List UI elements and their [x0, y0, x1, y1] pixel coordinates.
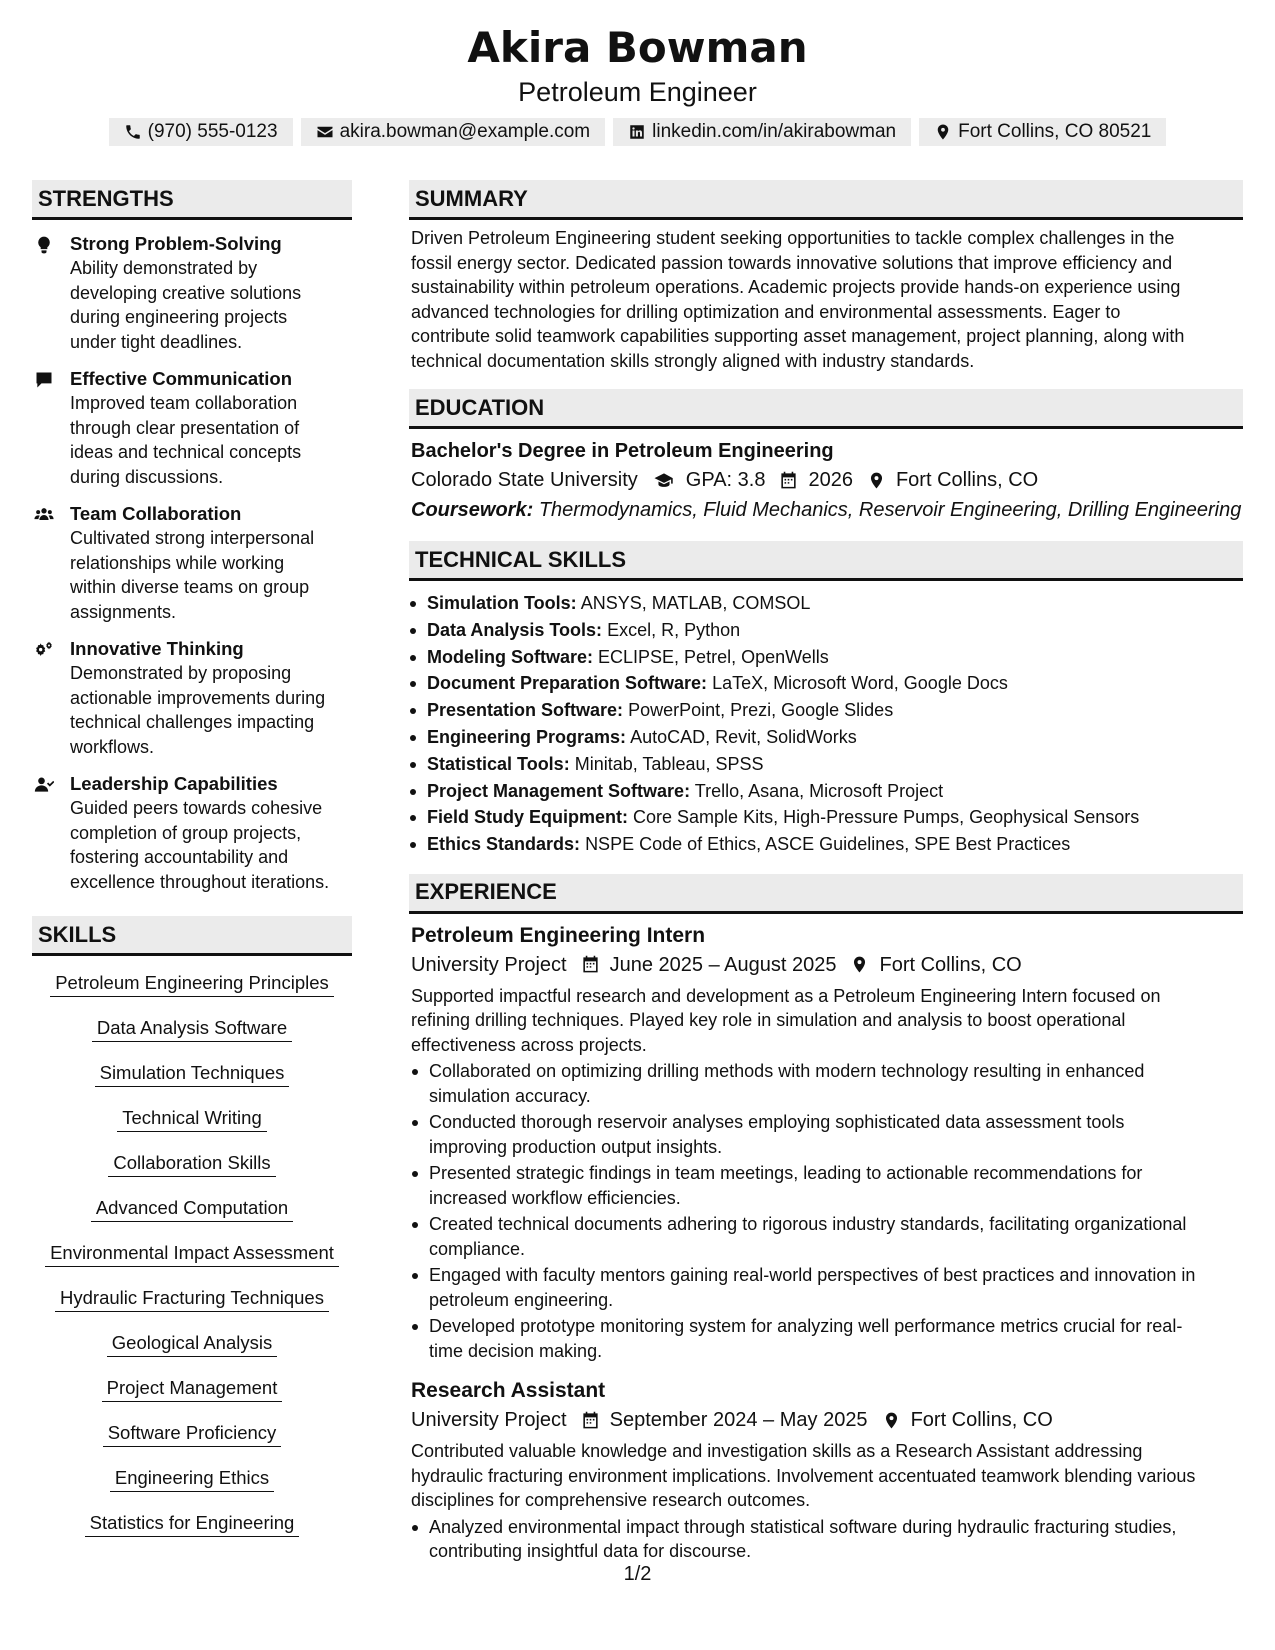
contact-phone[interactable]	[109, 118, 293, 146]
strength-item	[32, 637, 352, 759]
skills-list	[32, 970, 352, 1540]
page-number: 1/2	[623, 1563, 652, 1585]
job-dates: June 2025 – August 2025	[609, 953, 837, 976]
job-description: Contributed valuable knowledge and investigation skills as a Research Assistant addressing hydraulic fracturing environment implications. Involvement accentuated teamwork blending various disciplines for comprehensive research outcomes.	[411, 1441, 1196, 1511]
strength-title: Leadership Capabilities	[70, 773, 278, 794]
job-org: University Project	[411, 1409, 567, 1432]
user-check-icon	[34, 775, 54, 795]
coursework: Coursework: Thermodynamics, Fluid Mechanics, Reservoir Engineering, Drilling Engineering	[411, 499, 1242, 521]
contact-linkedin[interactable]	[613, 118, 911, 146]
technical-skills-heading: TECHNICAL SKILLS	[409, 541, 1243, 581]
location-text: Fort Collins, CO 80521	[958, 121, 1152, 142]
skill-item: Advanced Computation	[32, 1195, 352, 1225]
map-marker-icon	[934, 123, 952, 141]
job-location: Fort Collins, CO	[879, 953, 1022, 976]
strength-desc: Cultivated strong interpersonal relationships while working within diverse teams on group assignments.	[70, 528, 315, 622]
calendar-icon	[779, 471, 798, 490]
graduation-cap-icon	[652, 471, 676, 490]
left-column	[32, 180, 352, 1555]
strength-title: Strong Problem-Solving	[70, 233, 282, 254]
phone-icon	[124, 123, 142, 141]
education-location: Fort Collins, CO	[895, 469, 1039, 491]
strength-desc: Improved team collaboration through clear presentation of ideas and technical concepts during discussions.	[70, 393, 302, 487]
skill-item: Collaboration Skills	[32, 1150, 352, 1180]
graduation-year: 2026	[808, 469, 853, 491]
job-bullets	[411, 1059, 1243, 1363]
skill-item: Petroleum Engineering Principles	[32, 970, 352, 1000]
technical-skills-list	[409, 590, 1243, 858]
strength-desc: Demonstrated by proposing actionable improvements during technical challenges impacting workflows.	[70, 663, 326, 757]
job-bullet: Engaged with faculty mentors gaining real-world perspectives of best practices and innovation in petroleum engineering.	[411, 1263, 1243, 1312]
job-dates: September 2024 – May 2025	[609, 1409, 868, 1432]
education-heading: EDUCATION	[409, 389, 1243, 429]
degree-title: Bachelor's Degree in Petroleum Engineering	[411, 440, 834, 462]
summary-text: Driven Petroleum Engineering student seeking opportunities to tackle complex challenges in the fossil energy sector. Dedicated passion towards innovative solutions that improve efficiency and sustainability within petroleum operations. Academic projects provide hands-on experience using advanced technologies for drilling optimization and environmental assessments. Eager to contribute solid teamwork capabilities supporting asset management, project planning, along with technical documentation skills strongly aligned with industry standards.	[411, 228, 1185, 371]
job-bullet: Presented strategic findings in team meetings, leading to actionable recommendations for increased workflow efficiencies.	[411, 1161, 1243, 1210]
contact-email[interactable]	[301, 118, 606, 146]
strength-title: Team Collaboration	[70, 503, 242, 524]
skill-item: Environmental Impact Assessment	[32, 1240, 352, 1270]
map-marker-icon	[867, 471, 886, 490]
calendar-icon	[581, 1411, 600, 1430]
contact-bar	[0, 118, 1275, 146]
strengths-list	[32, 232, 352, 894]
tech-skill-item: Ethics Standards: NSPE Code of Ethics, ASCE Guidelines, SPE Best Practices	[409, 831, 1243, 858]
skill-item: Project Management	[32, 1375, 352, 1405]
skills-heading: SKILLS	[32, 916, 352, 956]
strength-desc: Guided peers towards cohesive completion of group projects, fostering accountability and excellence throughout iterations.	[70, 798, 330, 892]
calendar-icon	[581, 955, 600, 974]
tech-skill-item: Simulation Tools: ANSYS, MATLAB, COMSOL	[409, 590, 1243, 617]
skill-item: Simulation Techniques	[32, 1060, 352, 1090]
experience-entry	[409, 1377, 1243, 1564]
skill-item: Hydraulic Fracturing Techniques	[32, 1285, 352, 1315]
right-column	[409, 180, 1243, 1566]
comment-icon	[34, 370, 54, 390]
map-marker-icon	[850, 955, 869, 974]
job-bullet: Created technical documents adhering to rigorous industry standards, facilitating organizational compliance.	[411, 1212, 1243, 1261]
strength-item	[32, 502, 352, 624]
job-meta	[411, 950, 1243, 980]
experience-heading: EXPERIENCE	[409, 874, 1243, 914]
job-org: University Project	[411, 953, 567, 976]
strength-title: Effective Communication	[70, 368, 293, 389]
job-description: Supported impactful research and development as a Petroleum Engineering Intern focused on refining drilling techniques. Played key role in simulation and analysis to boost operational effectiveness across projects.	[411, 985, 1161, 1055]
job-bullet: Collaborated on optimizing drilling methods with modern technology resulting in enhanced simulation accuracy.	[411, 1059, 1243, 1108]
strength-desc: Ability demonstrated by developing creative solutions during engineering projects under tight deadlines.	[70, 258, 302, 352]
candidate-name: Akira Bowman	[467, 23, 808, 72]
job-bullet: Analyzed environmental impact through statistical software during hydraulic fracturing studies, contributing insightful data for discourse.	[411, 1515, 1243, 1564]
email-text: akira.bowman@example.com	[339, 121, 591, 142]
strength-item	[32, 772, 352, 894]
tech-skill-item: Presentation Software: PowerPoint, Prezi, Google Slides	[409, 697, 1243, 724]
school-name: Colorado State University	[411, 469, 638, 491]
tech-skill-item: Field Study Equipment: Core Sample Kits, High-Pressure Pumps, Geophysical Sensors	[409, 804, 1243, 831]
skill-item: Data Analysis Software	[32, 1015, 352, 1045]
tech-skill-item: Project Management Software: Trello, Asana, Microsoft Project	[409, 778, 1243, 805]
linkedin-icon	[628, 123, 646, 141]
job-meta	[411, 1405, 1243, 1435]
map-marker-icon	[882, 1411, 901, 1430]
job-bullet: Developed prototype monitoring system for analyzing well performance metrics crucial for real- time decision making.	[411, 1314, 1243, 1363]
tech-skill-item: Statistical Tools: Minitab, Tableau, SPSS	[409, 751, 1243, 778]
gpa: GPA: 3.8	[685, 469, 766, 491]
lightbulb-icon	[34, 235, 54, 255]
strength-title: Innovative Thinking	[70, 638, 244, 659]
candidate-title: Petroleum Engineer	[518, 77, 757, 107]
skill-item: Engineering Ethics	[32, 1465, 352, 1495]
job-bullets	[411, 1515, 1243, 1564]
job-bullet: Conducted thorough reservoir analyses employing sophisticated data assessment tools improving production output insights.	[411, 1110, 1243, 1159]
skill-item: Technical Writing	[32, 1105, 352, 1135]
job-role: Research Assistant	[411, 1379, 606, 1403]
contact-location[interactable]	[919, 118, 1166, 146]
education-entry	[409, 437, 1243, 525]
strength-item	[32, 367, 352, 489]
envelope-icon	[316, 123, 334, 141]
phone-text: (970) 555-0123	[147, 121, 278, 142]
tech-skill-item: Modeling Software: ECLIPSE, Petrel, OpenWells	[409, 644, 1243, 671]
skill-item: Geological Analysis	[32, 1330, 352, 1360]
skill-item: Software Proficiency	[32, 1420, 352, 1450]
summary-heading: SUMMARY	[409, 180, 1243, 220]
education-meta	[411, 465, 1243, 495]
experience-entry	[409, 922, 1243, 1364]
job-role: Petroleum Engineering Intern	[411, 923, 706, 947]
gears-icon	[34, 640, 54, 660]
strengths-heading: STRENGTHS	[32, 180, 352, 220]
skill-item: Statistics for Engineering	[32, 1510, 352, 1540]
linkedin-text: linkedin.com/in/akirabowman	[652, 121, 897, 142]
tech-skill-item: Data Analysis Tools: Excel, R, Python	[409, 617, 1243, 644]
tech-skill-item: Engineering Programs: AutoCAD, Revit, SolidWorks	[409, 724, 1243, 751]
strength-item	[32, 232, 352, 354]
job-location: Fort Collins, CO	[910, 1409, 1053, 1432]
tech-skill-item: Document Preparation Software: LaTeX, Microsoft Word, Google Docs	[409, 670, 1243, 697]
resume-header	[0, 20, 1275, 146]
users-icon	[34, 505, 54, 525]
